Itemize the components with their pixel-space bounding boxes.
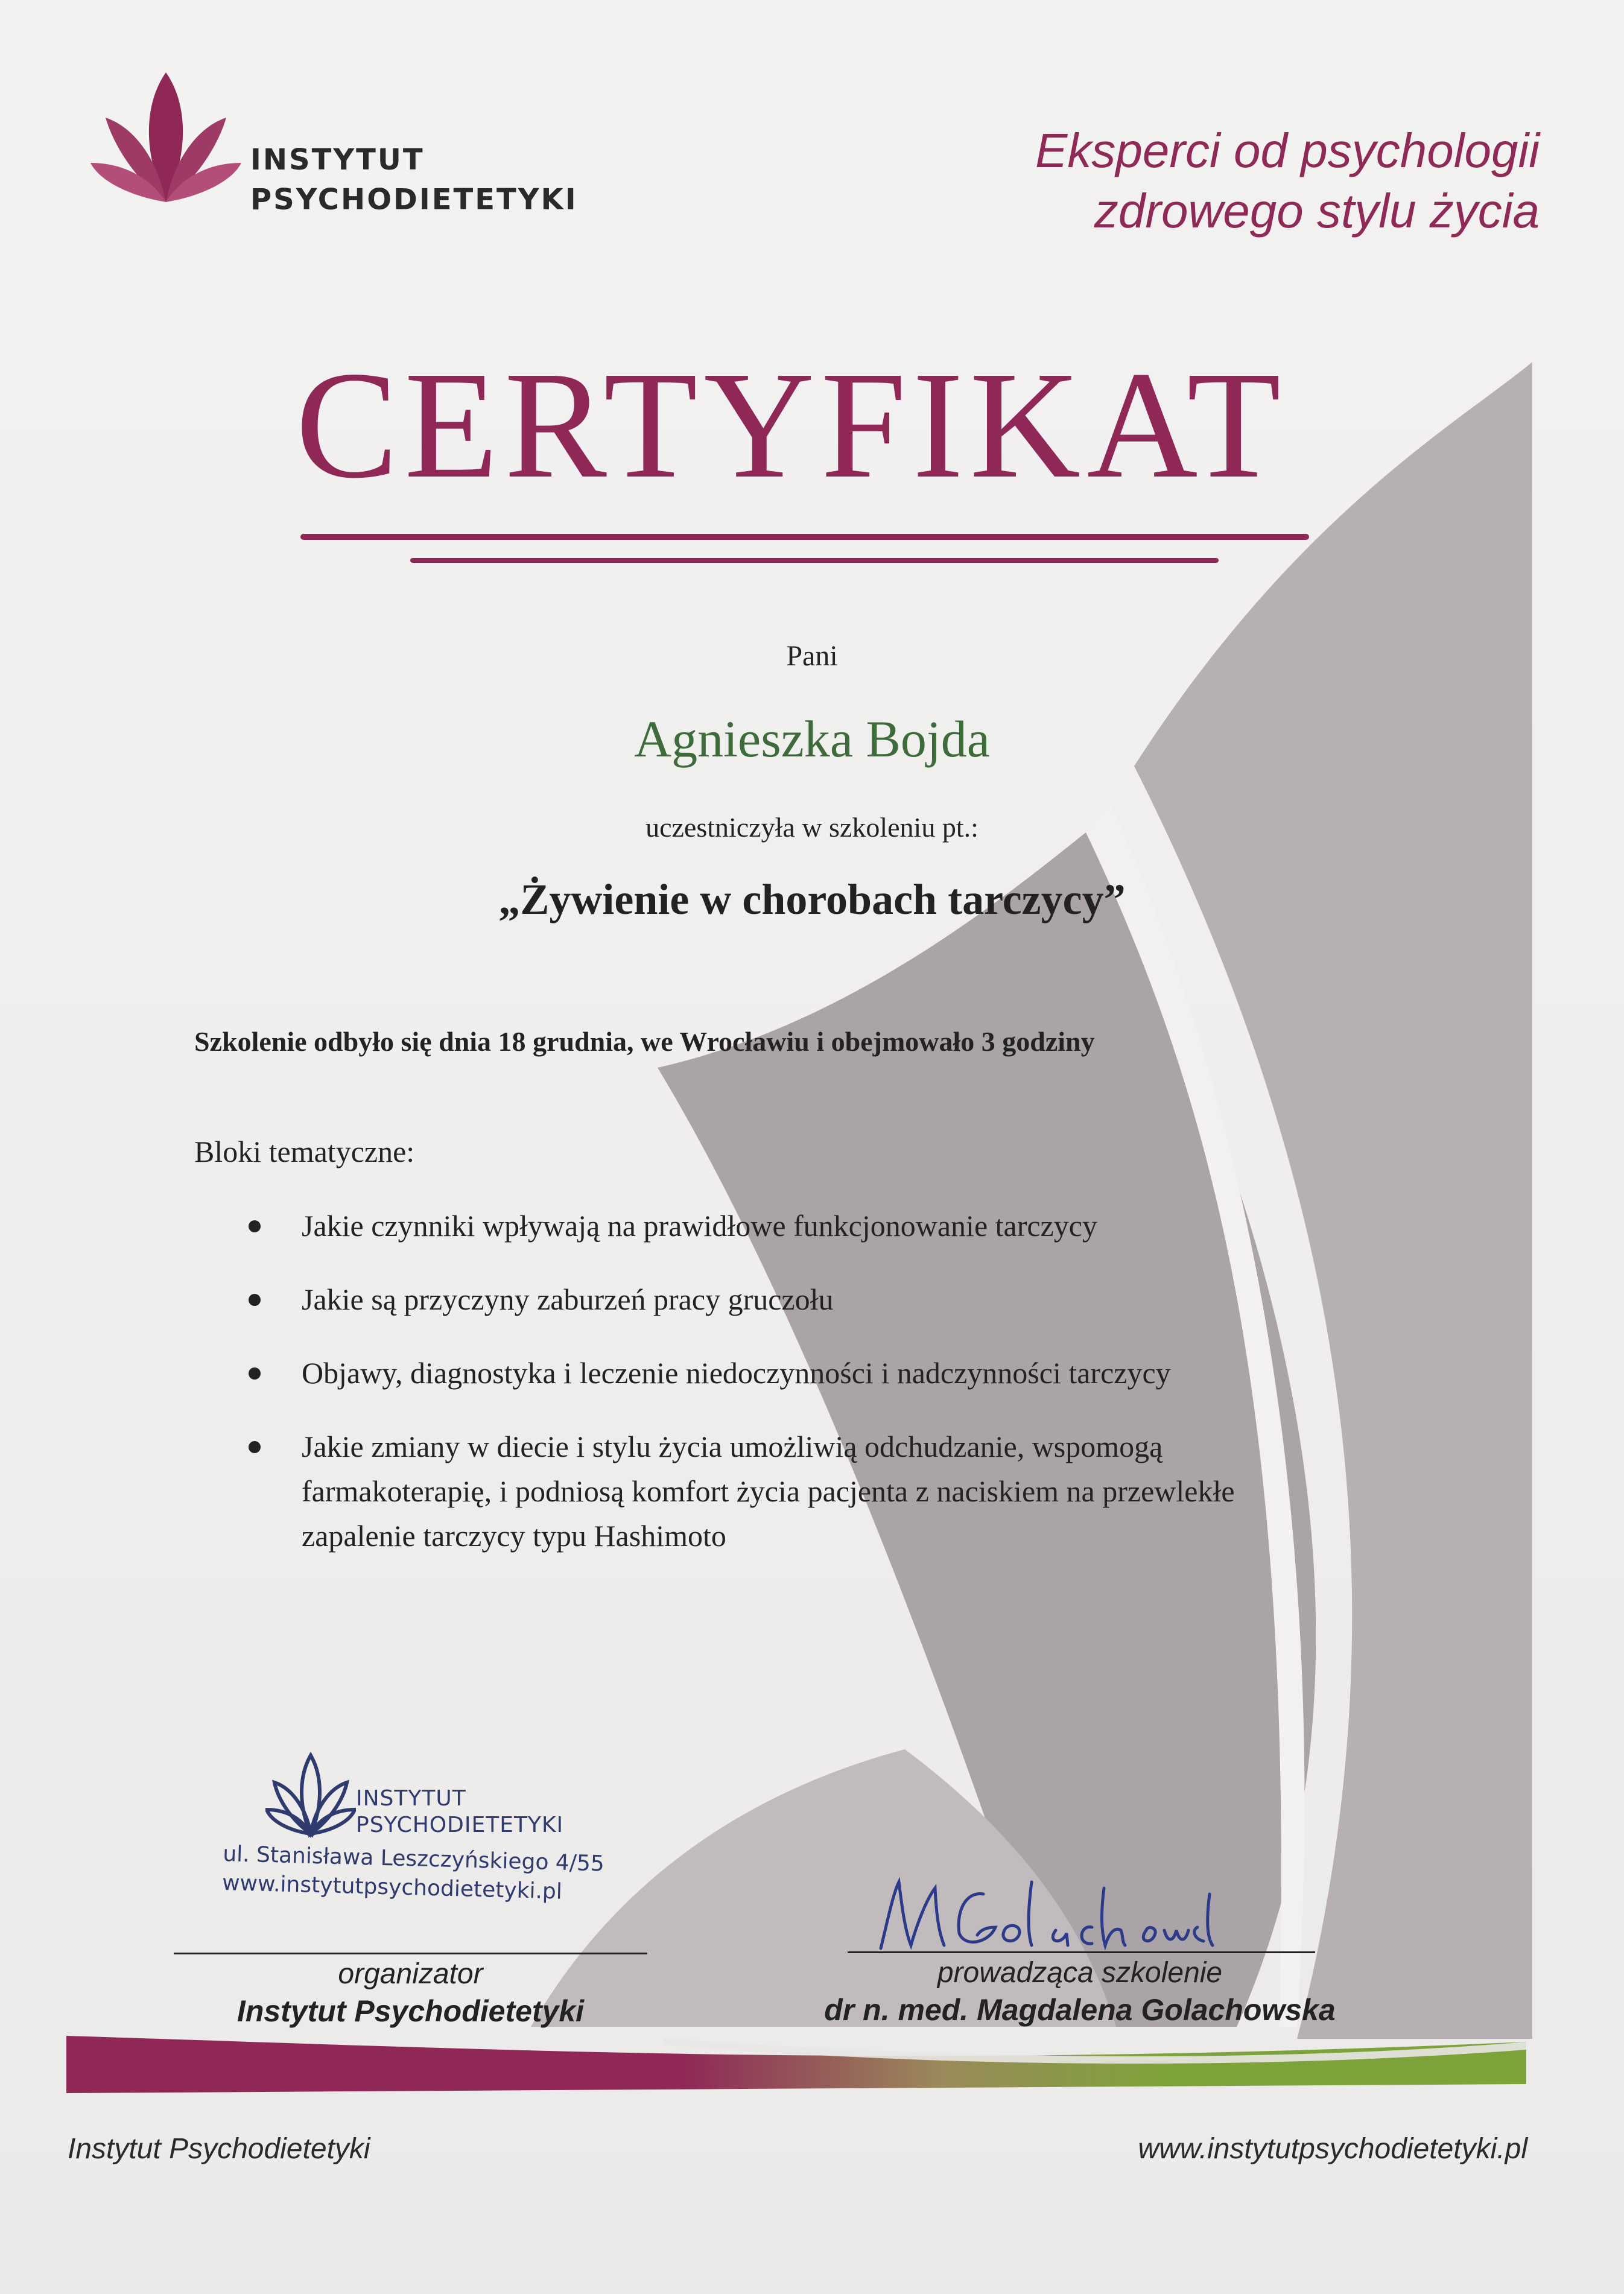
organizer-role: organizator xyxy=(338,1958,483,1990)
trainer-signature-line xyxy=(848,1951,1315,1953)
stamp-address-block xyxy=(221,1840,604,1908)
organizer-stamp xyxy=(217,1749,609,1906)
topic-text: Jakie czynniki wpływają na prawidłowe funkcjonowanie tarczycy xyxy=(302,1209,1097,1243)
topic-blocks-label: Bloki tematyczne: xyxy=(194,1135,415,1168)
bullet-icon xyxy=(249,1441,261,1453)
topic-text: Jakie zmiany w diecie i stylu życia umożliwią odchudzanie, wspomogą farmakoterapię, i podniosą komfort życia pacjenta z naciskiem na przewlekłe zapalenie tarczycy typu Hashimoto xyxy=(302,1430,1235,1553)
bullet-icon xyxy=(249,1367,261,1380)
topic-list xyxy=(247,1203,1394,1587)
stamp-name xyxy=(356,1785,563,1839)
list-item xyxy=(247,1351,1394,1395)
topic-text: Jakie są przyczyny zaburzeń pracy gruczołu xyxy=(302,1282,834,1316)
stamp-line-2: PSYCHODIETETYKI xyxy=(356,1813,564,1837)
organizer-signature-line xyxy=(174,1953,647,1954)
logo-line-2: PSYCHODIETETYKI xyxy=(250,183,578,217)
certificate-title: CERTYFIKAT xyxy=(296,340,1287,510)
stamp-address: ul. Stanisława Leszczyńskiego 4/55 xyxy=(222,1841,605,1877)
handwritten-signature xyxy=(869,1870,1219,1960)
training-info: Szkolenie odbyło się dnia 18 grudnia, we Wrocławiu i obejmowało 3 godziny xyxy=(194,1026,1095,1057)
trainer-role: prowadząca szkolenie xyxy=(937,1957,1223,1989)
participation-text: uczestniczyła w szkoleniu pt.: xyxy=(645,812,979,843)
tagline-line-2: zdrowego stylu życia xyxy=(1094,184,1540,238)
bottom-color-band xyxy=(0,2027,1624,2093)
title-underline-top xyxy=(300,534,1309,540)
bullet-icon xyxy=(249,1220,261,1232)
list-item xyxy=(247,1424,1394,1558)
recipient-name: Agnieszka Bojda xyxy=(634,710,990,768)
list-item xyxy=(247,1203,1394,1248)
trainer-name: dr n. med. Magdalena Golachowska xyxy=(824,1993,1336,2027)
bullet-icon xyxy=(249,1294,261,1306)
course-title: „Żywienie w chorobach tarczycy” xyxy=(498,875,1126,924)
title-underline-bottom xyxy=(410,558,1219,563)
tagline-line-1: Eksperci od psychologii xyxy=(1035,124,1540,177)
header-logo-text xyxy=(250,140,578,220)
footer-website: www.instytutpsychodietetyki.pl xyxy=(1138,2133,1527,2165)
header-tagline xyxy=(1035,121,1540,241)
stamp-line-1: INSTYTUT xyxy=(356,1786,466,1811)
salutation: Pani xyxy=(786,640,838,672)
footer-institute-name: Instytut Psychodietetyki xyxy=(68,2133,370,2165)
lotus-logo-icon xyxy=(87,66,244,211)
topic-text: Objawy, diagnostyka i leczenie niedoczynności i nadczynności tarczycy xyxy=(302,1356,1171,1390)
stamp-lotus-icon xyxy=(265,1749,356,1840)
organizer-name: Instytut Psychodietetyki xyxy=(236,1994,585,2028)
list-item xyxy=(247,1277,1394,1322)
stamp-website: www.instytutpsychodietetyki.pl xyxy=(221,1870,563,1904)
logo-line-1: INSTYTUT xyxy=(250,143,425,177)
